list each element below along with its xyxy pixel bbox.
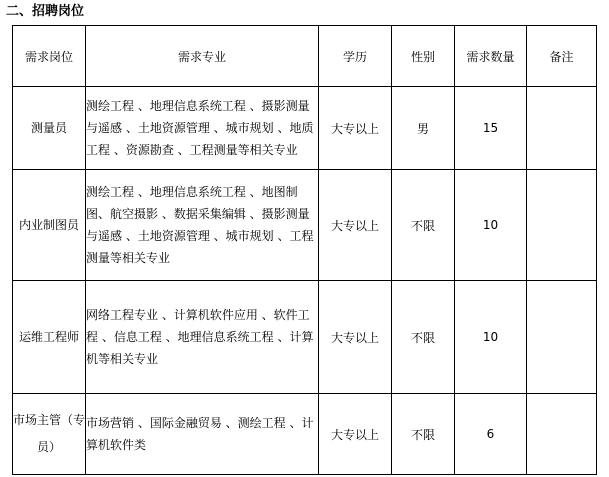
count-cell: 10 [455, 170, 527, 281]
table-row [13, 170, 597, 281]
note-cell [527, 394, 597, 475]
education-cell: 大专以上 [319, 170, 392, 281]
major-cell: 测绘工程 、地理信息系统工程 、摄影测量与遥感 、土地资源管理 、城市规划 、地质工程 、资源勘查 、工程测量等相关专业 [86, 87, 319, 170]
header-count: 需求数量 [455, 26, 527, 87]
section-title: 二、招聘岗位 [6, 4, 85, 19]
gender-cell: 不限 [392, 170, 455, 281]
gender-cell: 不限 [392, 394, 455, 475]
header-post: 需求岗位 [13, 26, 86, 87]
note-cell [527, 281, 597, 394]
header-major: 需求专业 [86, 26, 319, 87]
count-cell: 6 [455, 394, 527, 475]
note-cell [527, 87, 597, 170]
gender-cell: 不限 [392, 281, 455, 394]
post-cell: 市场主管（专员） [13, 394, 86, 475]
major-cell: 市场营销 、国际金融贸易 、测绘工程 、计算机软件类 [86, 394, 319, 475]
table-header-row [13, 26, 597, 87]
header-note: 备注 [527, 26, 597, 87]
header-education: 学历 [319, 26, 392, 87]
count-cell: 10 [455, 281, 527, 394]
major-cell: 测绘工程 、地理信息系统工程 、地图制图、航空摄影 、数据采集编辑 、摄影测量与遥感 、土地资源管理 、城市规划 、工程测量等相关专业 [86, 170, 319, 281]
post-cell: 内业制图员 [13, 170, 86, 281]
post-cell: 测量员 [13, 87, 86, 170]
major-cell: 网络工程专业 、计算机软件应用 、软件工程 、信息工程 、地理信息系统工程 、计算机等相关专业 [86, 281, 319, 394]
count-cell: 15 [455, 87, 527, 170]
education-cell: 大专以上 [319, 281, 392, 394]
gender-cell: 男 [392, 87, 455, 170]
post-cell: 运维工程师 [13, 281, 86, 394]
table-row [13, 87, 597, 170]
note-cell [527, 170, 597, 281]
table-row [13, 281, 597, 394]
education-cell: 大专以上 [319, 87, 392, 170]
header-gender: 性别 [392, 26, 455, 87]
table-row [13, 394, 597, 475]
recruitment-table [12, 25, 597, 475]
education-cell: 大专以上 [319, 394, 392, 475]
